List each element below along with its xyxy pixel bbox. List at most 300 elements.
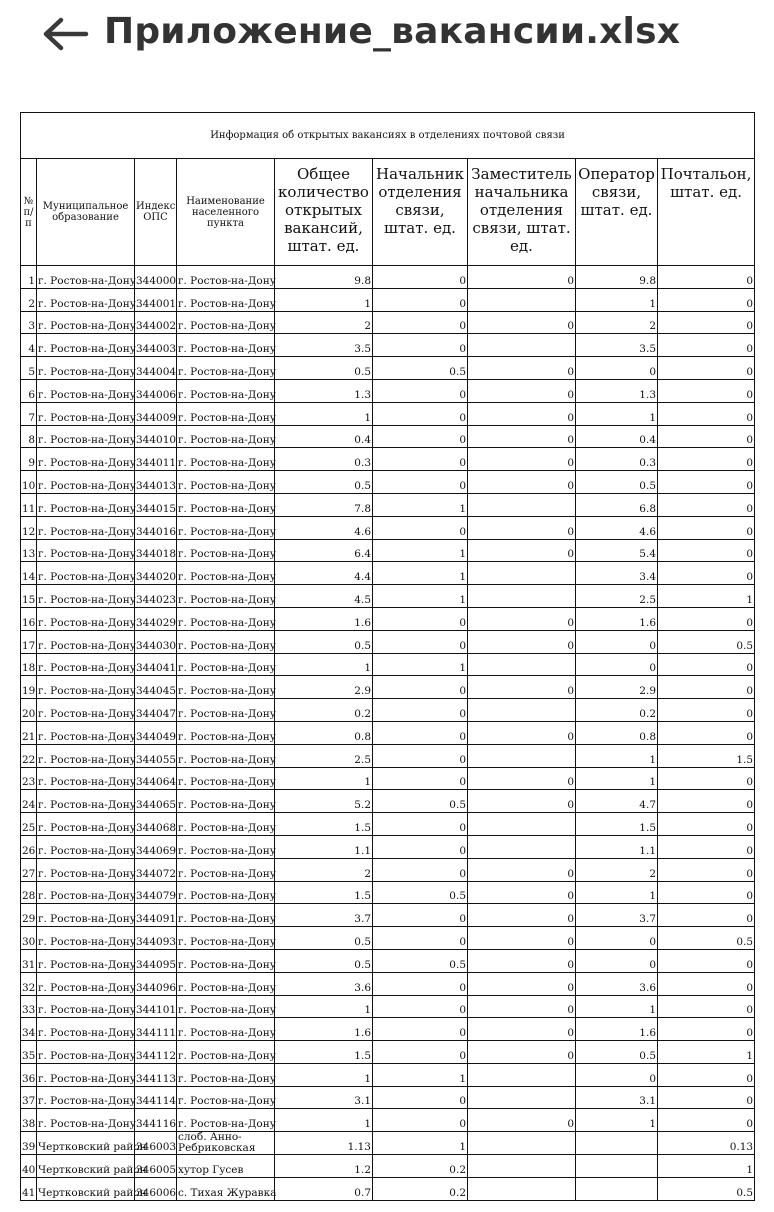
cell-postman[interactable]: 0 (658, 379, 755, 402)
cell-postal-index[interactable]: 344069 (135, 835, 177, 858)
cell-total[interactable]: 5.2 (275, 790, 373, 813)
cell-postal-index[interactable]: 344004 (135, 357, 177, 380)
cell-deputy-head[interactable]: 0 (468, 311, 576, 334)
cell-postal-index[interactable]: 344013 (135, 471, 177, 494)
cell-branch-head[interactable]: 0 (373, 699, 468, 722)
cell-municipality[interactable]: г. Ростов-на-Дону (37, 493, 135, 516)
cell-settlement[interactable]: г. Ростов-на-Дону (177, 904, 275, 927)
cell-branch-head[interactable]: 0 (373, 1018, 468, 1041)
cell-deputy-head[interactable]: 0 (468, 539, 576, 562)
cell-total[interactable]: 1 (275, 402, 373, 425)
cell-branch-head[interactable]: 0 (373, 1041, 468, 1064)
cell-operator[interactable]: 3.1 (576, 1086, 658, 1109)
cell-number[interactable]: 9 (21, 448, 37, 471)
cell-total[interactable]: 9.8 (275, 266, 373, 289)
cell-postman[interactable]: 0 (658, 493, 755, 516)
cell-postal-index[interactable]: 344000 (135, 266, 177, 289)
cell-deputy-head[interactable]: 0 (468, 266, 576, 289)
cell-municipality[interactable]: г. Ростов-на-Дону (37, 835, 135, 858)
cell-total[interactable]: 3.7 (275, 904, 373, 927)
cell-number[interactable]: 29 (21, 904, 37, 927)
cell-postman[interactable]: 0 (658, 835, 755, 858)
cell-postman[interactable]: 0 (658, 881, 755, 904)
cell-total[interactable]: 0.5 (275, 357, 373, 380)
cell-municipality[interactable]: г. Ростов-на-Дону (37, 311, 135, 334)
cell-postman[interactable]: 0 (658, 972, 755, 995)
cell-branch-head[interactable]: 1 (373, 562, 468, 585)
cell-total[interactable]: 3.5 (275, 334, 373, 357)
cell-settlement[interactable]: г. Ростов-на-Дону (177, 516, 275, 539)
cell-total[interactable]: 0.5 (275, 949, 373, 972)
cell-total[interactable]: 0.5 (275, 630, 373, 653)
cell-settlement[interactable]: г. Ростов-на-Дону (177, 1063, 275, 1086)
cell-postman[interactable]: 0 (658, 904, 755, 927)
cell-postman[interactable]: 0.13 (658, 1132, 755, 1155)
cell-municipality[interactable]: г. Ростов-на-Дону (37, 676, 135, 699)
cell-deputy-head[interactable] (468, 585, 576, 608)
cell-settlement[interactable]: г. Ростов-на-Дону (177, 539, 275, 562)
cell-number[interactable]: 22 (21, 744, 37, 767)
cell-number[interactable]: 26 (21, 835, 37, 858)
cell-deputy-head[interactable] (468, 699, 576, 722)
cell-postal-index[interactable]: 344041 (135, 653, 177, 676)
cell-total[interactable]: 2 (275, 858, 373, 881)
cell-branch-head[interactable]: 1 (373, 1132, 468, 1155)
cell-branch-head[interactable]: 0 (373, 379, 468, 402)
cell-settlement[interactable]: г. Ростов-на-Дону (177, 881, 275, 904)
cell-total[interactable]: 1 (275, 653, 373, 676)
cell-postal-index[interactable]: 344096 (135, 972, 177, 995)
cell-total[interactable]: 1.1 (275, 835, 373, 858)
cell-settlement[interactable]: г. Ростов-на-Дону (177, 630, 275, 653)
cell-deputy-head[interactable]: 0 (468, 721, 576, 744)
cell-branch-head[interactable]: 1 (373, 585, 468, 608)
cell-total[interactable]: 1.6 (275, 1018, 373, 1041)
cell-municipality[interactable]: г. Ростов-на-Дону (37, 471, 135, 494)
cell-deputy-head[interactable]: 0 (468, 630, 576, 653)
cell-operator[interactable]: 0.2 (576, 699, 658, 722)
cell-postman[interactable]: 0 (658, 334, 755, 357)
cell-postman[interactable]: 0.5 (658, 1178, 755, 1201)
cell-number[interactable]: 12 (21, 516, 37, 539)
cell-total[interactable]: 1 (275, 767, 373, 790)
cell-municipality[interactable]: г. Ростов-на-Дону (37, 904, 135, 927)
cell-postal-index[interactable]: 344029 (135, 607, 177, 630)
cell-operator[interactable]: 0 (576, 630, 658, 653)
cell-postman[interactable]: 0 (658, 607, 755, 630)
cell-postman[interactable]: 0 (658, 676, 755, 699)
cell-postman[interactable]: 0 (658, 858, 755, 881)
cell-deputy-head[interactable]: 0 (468, 516, 576, 539)
cell-operator[interactable]: 0 (576, 949, 658, 972)
cell-branch-head[interactable]: 0 (373, 448, 468, 471)
cell-settlement[interactable]: г. Ростов-на-Дону (177, 1086, 275, 1109)
cell-deputy-head[interactable]: 0 (468, 471, 576, 494)
cell-deputy-head[interactable]: 0 (468, 972, 576, 995)
cell-number[interactable]: 38 (21, 1109, 37, 1132)
cell-deputy-head[interactable] (468, 1178, 576, 1201)
cell-postal-index[interactable]: 344015 (135, 493, 177, 516)
cell-postal-index[interactable]: 344003 (135, 334, 177, 357)
cell-municipality[interactable]: г. Ростов-на-Дону (37, 334, 135, 357)
cell-postman[interactable]: 0 (658, 288, 755, 311)
cell-postal-index[interactable]: 344045 (135, 676, 177, 699)
cell-operator[interactable]: 0.8 (576, 721, 658, 744)
cell-operator[interactable]: 0.3 (576, 448, 658, 471)
cell-operator[interactable]: 1.6 (576, 1018, 658, 1041)
cell-postman[interactable]: 0 (658, 311, 755, 334)
cell-total[interactable]: 4.5 (275, 585, 373, 608)
cell-number[interactable]: 39 (21, 1132, 37, 1155)
cell-operator[interactable]: 1 (576, 744, 658, 767)
cell-number[interactable]: 14 (21, 562, 37, 585)
cell-postal-index[interactable]: 344018 (135, 539, 177, 562)
cell-postal-index[interactable]: 344047 (135, 699, 177, 722)
cell-number[interactable]: 7 (21, 402, 37, 425)
cell-deputy-head[interactable]: 0 (468, 767, 576, 790)
cell-branch-head[interactable]: 0 (373, 972, 468, 995)
cell-deputy-head[interactable]: 0 (468, 379, 576, 402)
cell-deputy-head[interactable]: 0 (468, 995, 576, 1018)
cell-total[interactable]: 0.5 (275, 927, 373, 950)
cell-number[interactable]: 41 (21, 1178, 37, 1201)
cell-number[interactable]: 31 (21, 949, 37, 972)
cell-postal-index[interactable]: 346003 (135, 1132, 177, 1155)
cell-deputy-head[interactable] (468, 744, 576, 767)
cell-operator[interactable]: 0 (576, 357, 658, 380)
cell-settlement[interactable]: г. Ростов-на-Дону (177, 379, 275, 402)
cell-number[interactable]: 17 (21, 630, 37, 653)
cell-settlement[interactable]: г. Ростов-на-Дону (177, 927, 275, 950)
cell-settlement[interactable]: г. Ростов-на-Дону (177, 425, 275, 448)
cell-settlement[interactable]: г. Ростов-на-Дону (177, 1041, 275, 1064)
cell-postman[interactable]: 0 (658, 1018, 755, 1041)
cell-settlement[interactable]: г. Ростов-на-Дону (177, 311, 275, 334)
cell-operator[interactable]: 1 (576, 402, 658, 425)
cell-branch-head[interactable]: 1 (373, 539, 468, 562)
cell-settlement[interactable]: г. Ростов-на-Дону (177, 699, 275, 722)
cell-settlement[interactable]: г. Ростов-на-Дону (177, 767, 275, 790)
cell-postman[interactable]: 0 (658, 425, 755, 448)
cell-municipality[interactable]: г. Ростов-на-Дону (37, 653, 135, 676)
cell-municipality[interactable]: г. Ростов-на-Дону (37, 1041, 135, 1064)
cell-total[interactable]: 6.4 (275, 539, 373, 562)
cell-branch-head[interactable]: 0.2 (373, 1178, 468, 1201)
cell-operator[interactable]: 1 (576, 881, 658, 904)
cell-operator[interactable] (576, 1132, 658, 1155)
cell-postal-index[interactable]: 344016 (135, 516, 177, 539)
cell-municipality[interactable]: Чертковский район (37, 1155, 135, 1178)
cell-operator[interactable]: 0 (576, 1063, 658, 1086)
cell-postal-index[interactable]: 344001 (135, 288, 177, 311)
cell-branch-head[interactable]: 0 (373, 1086, 468, 1109)
cell-total[interactable]: 0.4 (275, 425, 373, 448)
cell-postman[interactable]: 1.5 (658, 744, 755, 767)
cell-total[interactable]: 1 (275, 1109, 373, 1132)
cell-total[interactable]: 1 (275, 1063, 373, 1086)
cell-number[interactable]: 10 (21, 471, 37, 494)
cell-total[interactable]: 1.2 (275, 1155, 373, 1178)
cell-postman[interactable]: 0.5 (658, 927, 755, 950)
cell-postman[interactable]: 0 (658, 1063, 755, 1086)
cell-operator[interactable]: 2 (576, 858, 658, 881)
cell-postal-index[interactable]: 344116 (135, 1109, 177, 1132)
cell-total[interactable]: 0.8 (275, 721, 373, 744)
cell-postal-index[interactable]: 344114 (135, 1086, 177, 1109)
cell-postman[interactable]: 1 (658, 1155, 755, 1178)
cell-postal-index[interactable]: 344023 (135, 585, 177, 608)
cell-postman[interactable]: 0 (658, 721, 755, 744)
cell-branch-head[interactable]: 0 (373, 471, 468, 494)
cell-postman[interactable]: 0 (658, 767, 755, 790)
cell-postman[interactable]: 0 (658, 699, 755, 722)
cell-operator[interactable]: 1 (576, 1109, 658, 1132)
cell-branch-head[interactable]: 0 (373, 995, 468, 1018)
cell-settlement[interactable]: г. Ростов-на-Дону (177, 402, 275, 425)
cell-postman[interactable]: 1 (658, 585, 755, 608)
cell-settlement[interactable]: г. Ростов-на-Дону (177, 357, 275, 380)
cell-deputy-head[interactable]: 0 (468, 425, 576, 448)
cell-total[interactable]: 0.5 (275, 471, 373, 494)
cell-total[interactable]: 1.5 (275, 813, 373, 836)
cell-operator[interactable]: 9.8 (576, 266, 658, 289)
cell-number[interactable]: 2 (21, 288, 37, 311)
cell-settlement[interactable]: г. Ростов-на-Дону (177, 607, 275, 630)
cell-total[interactable]: 2 (275, 311, 373, 334)
cell-operator[interactable]: 1.5 (576, 813, 658, 836)
cell-postman[interactable]: 0 (658, 516, 755, 539)
cell-branch-head[interactable]: 0 (373, 607, 468, 630)
cell-total[interactable]: 1 (275, 995, 373, 1018)
cell-postman[interactable]: 0 (658, 562, 755, 585)
cell-number[interactable]: 23 (21, 767, 37, 790)
cell-settlement[interactable]: г. Ростов-на-Дону (177, 288, 275, 311)
cell-deputy-head[interactable] (468, 1086, 576, 1109)
cell-operator[interactable]: 2.9 (576, 676, 658, 699)
cell-settlement[interactable]: г. Ростов-на-Дону (177, 995, 275, 1018)
cell-number[interactable]: 4 (21, 334, 37, 357)
cell-number[interactable]: 1 (21, 266, 37, 289)
cell-municipality[interactable]: г. Ростов-на-Дону (37, 448, 135, 471)
cell-total[interactable]: 0.7 (275, 1178, 373, 1201)
spreadsheet-view[interactable] (20, 112, 754, 1212)
cell-postman[interactable]: 0 (658, 1086, 755, 1109)
cell-settlement[interactable]: г. Ростов-на-Дону (177, 334, 275, 357)
cell-municipality[interactable]: г. Ростов-на-Дону (37, 1018, 135, 1041)
cell-number[interactable]: 34 (21, 1018, 37, 1041)
cell-postman[interactable]: 0 (658, 539, 755, 562)
cell-municipality[interactable]: г. Ростов-на-Дону (37, 516, 135, 539)
cell-postman[interactable]: 0 (658, 448, 755, 471)
cell-postman[interactable]: 0 (658, 653, 755, 676)
cell-branch-head[interactable]: 0.5 (373, 357, 468, 380)
cell-deputy-head[interactable] (468, 653, 576, 676)
cell-municipality[interactable]: г. Ростов-на-Дону (37, 858, 135, 881)
cell-postal-index[interactable]: 344113 (135, 1063, 177, 1086)
cell-branch-head[interactable]: 0 (373, 927, 468, 950)
cell-deputy-head[interactable]: 0 (468, 949, 576, 972)
cell-branch-head[interactable]: 0 (373, 266, 468, 289)
cell-postal-index[interactable]: 344011 (135, 448, 177, 471)
cell-postal-index[interactable]: 344020 (135, 562, 177, 585)
cell-municipality[interactable]: г. Ростов-на-Дону (37, 972, 135, 995)
cell-postal-index[interactable]: 344065 (135, 790, 177, 813)
cell-postman[interactable]: 0.5 (658, 630, 755, 653)
cell-municipality[interactable]: Чертковский район (37, 1132, 135, 1155)
cell-settlement[interactable]: г. Ростов-на-Дону (177, 471, 275, 494)
cell-settlement[interactable]: г. Ростов-на-Дону (177, 972, 275, 995)
cell-postman[interactable]: 0 (658, 471, 755, 494)
cell-municipality[interactable]: г. Ростов-на-Дону (37, 379, 135, 402)
cell-postal-index[interactable]: 344072 (135, 858, 177, 881)
cell-postman[interactable]: 0 (658, 402, 755, 425)
cell-postal-index[interactable]: 344068 (135, 813, 177, 836)
cell-branch-head[interactable]: 0 (373, 813, 468, 836)
cell-operator[interactable]: 0 (576, 927, 658, 950)
cell-municipality[interactable]: г. Ростов-на-Дону (37, 721, 135, 744)
cell-branch-head[interactable]: 0.5 (373, 790, 468, 813)
cell-total[interactable]: 1.13 (275, 1132, 373, 1155)
cell-settlement[interactable]: г. Ростов-на-Дону (177, 813, 275, 836)
cell-settlement[interactable]: г. Ростов-на-Дону (177, 676, 275, 699)
cell-total[interactable]: 3.6 (275, 972, 373, 995)
cell-operator[interactable]: 3.6 (576, 972, 658, 995)
cell-deputy-head[interactable]: 0 (468, 790, 576, 813)
cell-total[interactable]: 4.4 (275, 562, 373, 585)
cell-deputy-head[interactable] (468, 288, 576, 311)
cell-postal-index[interactable]: 344055 (135, 744, 177, 767)
cell-settlement[interactable]: г. Ростов-на-Дону (177, 721, 275, 744)
cell-operator[interactable]: 4.7 (576, 790, 658, 813)
cell-branch-head[interactable]: 0 (373, 334, 468, 357)
cell-branch-head[interactable]: 0 (373, 721, 468, 744)
cell-operator[interactable]: 0.4 (576, 425, 658, 448)
cell-settlement[interactable]: слоб. Анно-Ребриковская (177, 1132, 275, 1155)
cell-operator[interactable]: 1 (576, 288, 658, 311)
cell-postman[interactable]: 0 (658, 1109, 755, 1132)
cell-deputy-head[interactable]: 0 (468, 357, 576, 380)
cell-settlement[interactable]: г. Ростов-на-Дону (177, 448, 275, 471)
cell-deputy-head[interactable] (468, 835, 576, 858)
cell-municipality[interactable]: г. Ростов-на-Дону (37, 813, 135, 836)
cell-municipality[interactable]: г. Ростов-на-Дону (37, 1086, 135, 1109)
cell-number[interactable]: 25 (21, 813, 37, 836)
cell-total[interactable]: 7.8 (275, 493, 373, 516)
cell-number[interactable]: 37 (21, 1086, 37, 1109)
cell-settlement[interactable]: г. Ростов-на-Дону (177, 653, 275, 676)
cell-settlement[interactable]: г. Ростов-на-Дону (177, 835, 275, 858)
cell-postal-index[interactable]: 344095 (135, 949, 177, 972)
cell-number[interactable]: 27 (21, 858, 37, 881)
cell-number[interactable]: 5 (21, 357, 37, 380)
cell-total[interactable]: 0.3 (275, 448, 373, 471)
cell-municipality[interactable]: г. Ростов-на-Дону (37, 425, 135, 448)
cell-number[interactable]: 21 (21, 721, 37, 744)
cell-deputy-head[interactable] (468, 1155, 576, 1178)
cell-total[interactable]: 4.6 (275, 516, 373, 539)
cell-settlement[interactable]: г. Ростов-на-Дону (177, 858, 275, 881)
cell-settlement[interactable]: г. Ростов-на-Дону (177, 949, 275, 972)
cell-postman[interactable]: 0 (658, 357, 755, 380)
cell-branch-head[interactable]: 0 (373, 835, 468, 858)
cell-branch-head[interactable]: 0 (373, 288, 468, 311)
back-button[interactable] (40, 14, 90, 54)
cell-number[interactable]: 11 (21, 493, 37, 516)
cell-number[interactable]: 36 (21, 1063, 37, 1086)
cell-total[interactable]: 1 (275, 288, 373, 311)
cell-operator[interactable]: 1 (576, 767, 658, 790)
cell-total[interactable]: 0.2 (275, 699, 373, 722)
cell-operator[interactable]: 0.5 (576, 471, 658, 494)
cell-deputy-head[interactable] (468, 334, 576, 357)
cell-total[interactable]: 3.1 (275, 1086, 373, 1109)
cell-postal-index[interactable]: 346005 (135, 1155, 177, 1178)
cell-total[interactable]: 2.9 (275, 676, 373, 699)
cell-deputy-head[interactable] (468, 813, 576, 836)
cell-number[interactable]: 6 (21, 379, 37, 402)
cell-operator[interactable]: 1.6 (576, 607, 658, 630)
cell-branch-head[interactable]: 0 (373, 904, 468, 927)
cell-municipality[interactable]: г. Ростов-на-Дону (37, 266, 135, 289)
cell-operator[interactable]: 3.5 (576, 334, 658, 357)
cell-settlement[interactable]: г. Ростов-на-Дону (177, 585, 275, 608)
cell-operator[interactable]: 3.7 (576, 904, 658, 927)
cell-number[interactable]: 13 (21, 539, 37, 562)
cell-municipality[interactable]: г. Ростов-на-Дону (37, 790, 135, 813)
cell-branch-head[interactable]: 0 (373, 858, 468, 881)
cell-operator[interactable] (576, 1178, 658, 1201)
cell-municipality[interactable]: г. Ростов-на-Дону (37, 607, 135, 630)
cell-municipality[interactable]: г. Ростов-на-Дону (37, 881, 135, 904)
cell-settlement[interactable]: г. Ростов-на-Дону (177, 493, 275, 516)
cell-number[interactable]: 24 (21, 790, 37, 813)
cell-number[interactable]: 19 (21, 676, 37, 699)
cell-postal-index[interactable]: 344093 (135, 927, 177, 950)
cell-settlement[interactable]: г. Ростов-на-Дону (177, 1109, 275, 1132)
cell-municipality[interactable]: Чертковский район (37, 1178, 135, 1201)
cell-deputy-head[interactable] (468, 1132, 576, 1155)
cell-operator[interactable]: 5.4 (576, 539, 658, 562)
cell-deputy-head[interactable]: 0 (468, 881, 576, 904)
cell-branch-head[interactable]: 0 (373, 767, 468, 790)
cell-postman[interactable]: 0 (658, 813, 755, 836)
cell-municipality[interactable]: г. Ростов-на-Дону (37, 927, 135, 950)
cell-municipality[interactable]: г. Ростов-на-Дону (37, 539, 135, 562)
cell-municipality[interactable]: г. Ростов-на-Дону (37, 357, 135, 380)
cell-number[interactable]: 3 (21, 311, 37, 334)
cell-postal-index[interactable]: 344002 (135, 311, 177, 334)
cell-deputy-head[interactable]: 0 (468, 448, 576, 471)
cell-operator[interactable]: 3.4 (576, 562, 658, 585)
cell-municipality[interactable]: г. Ростов-на-Дону (37, 585, 135, 608)
cell-operator[interactable]: 0 (576, 653, 658, 676)
cell-branch-head[interactable]: 0.5 (373, 881, 468, 904)
cell-total[interactable]: 1.5 (275, 881, 373, 904)
cell-deputy-head[interactable]: 0 (468, 607, 576, 630)
cell-number[interactable]: 20 (21, 699, 37, 722)
cell-branch-head[interactable]: 0 (373, 630, 468, 653)
cell-settlement[interactable]: г. Ростов-на-Дону (177, 562, 275, 585)
cell-postal-index[interactable]: 344111 (135, 1018, 177, 1041)
cell-settlement[interactable]: г. Ростов-на-Дону (177, 790, 275, 813)
cell-municipality[interactable]: г. Ростов-на-Дону (37, 402, 135, 425)
cell-deputy-head[interactable] (468, 1063, 576, 1086)
cell-postal-index[interactable]: 344010 (135, 425, 177, 448)
cell-deputy-head[interactable] (468, 562, 576, 585)
cell-municipality[interactable]: г. Ростов-на-Дону (37, 1063, 135, 1086)
cell-settlement[interactable]: хутор Гусев (177, 1155, 275, 1178)
cell-postal-index[interactable]: 344006 (135, 379, 177, 402)
